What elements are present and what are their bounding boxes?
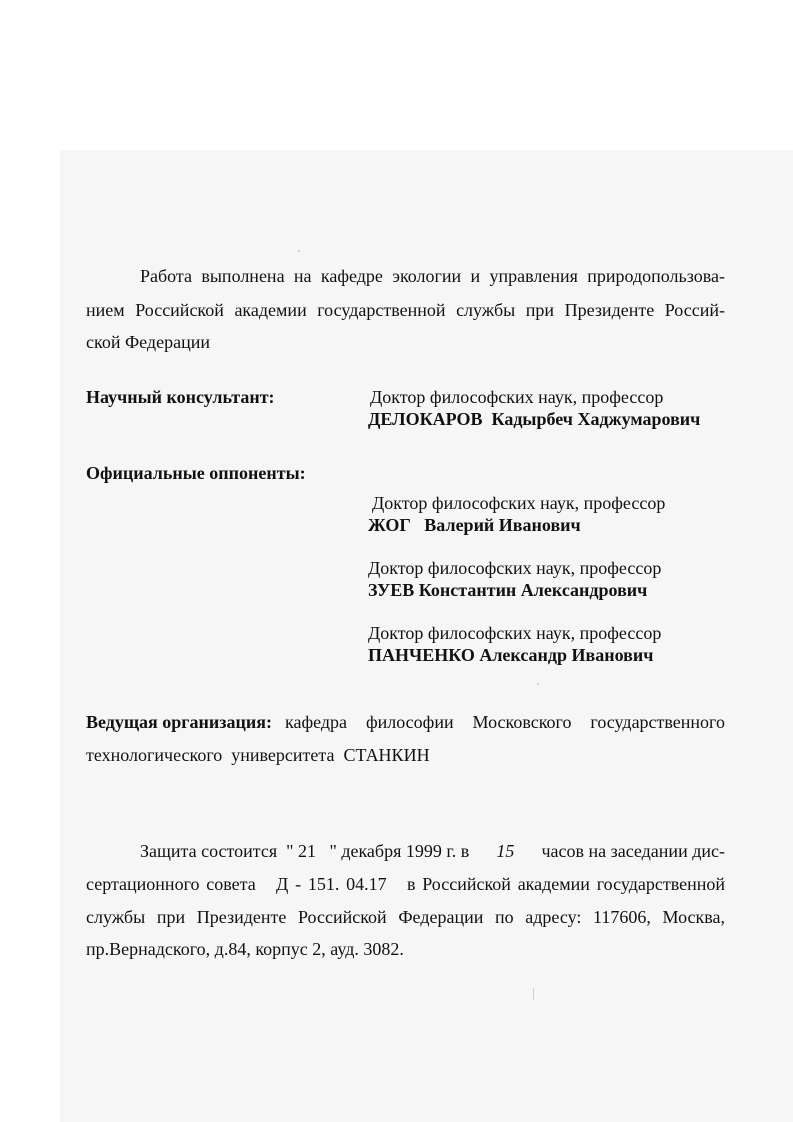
defense-time-text: часов на заседании дис- <box>541 841 725 861</box>
opponent-3-name: ПАНЧЕНКО Александр Иванович <box>368 645 654 665</box>
defense-line-3: службы при Президенте Российской Федерации по адресу: 117606, Москва, <box>86 907 725 927</box>
intro-line-3: ской Федерации <box>86 332 210 352</box>
consultant-name: ДЕЛОКАРОВ Кадырбеч Хаджумарович <box>368 409 701 429</box>
defense-date-text: Защита состоится " 21 " декабря 1999 г. в <box>140 841 470 861</box>
defense-line-4: пр.Вернадского, д.84, корпус 2, ауд. 3082. <box>86 939 404 959</box>
scan-speck <box>537 683 539 685</box>
intro-line-1: Работа выполнена на кафедре экологии и управления природопользова- <box>140 266 725 286</box>
defense-hour: 15 <box>496 841 515 861</box>
opponent-1-title: Доктор философских наук, профессор <box>372 493 666 513</box>
opponent-2-title: Доктор философских наук, профессор <box>368 558 662 578</box>
opponents-label: Официальные оппоненты: <box>86 463 306 483</box>
leading-org-label: Ведущая организация: <box>86 712 272 732</box>
intro-line-2: нием Российской академии государственной службы при Президенте Россий- <box>86 300 725 320</box>
opponent-2-name: ЗУЕВ Константин Александрович <box>368 580 648 600</box>
leading-org-line-1 <box>86 711 725 733</box>
scan-speck <box>533 988 534 1000</box>
opponent-1-name: ЖОГ Валерий Иванович <box>368 515 581 535</box>
leading-org-line-2: технологического университета СТАНКИН <box>86 745 430 765</box>
leading-org-text: кафедра философии Московского государственного <box>285 712 725 732</box>
defense-line-1 <box>140 840 725 862</box>
consultant-label: Научный консультант: <box>86 387 275 407</box>
defense-line-2: сертационного совета Д - 151. 04.17 в Российской академии государственной <box>86 874 725 894</box>
consultant-title: Доктор философских наук, профессор <box>370 387 664 407</box>
opponent-3-title: Доктор философских наук, профессор <box>368 623 662 643</box>
scan-speck <box>298 250 300 252</box>
